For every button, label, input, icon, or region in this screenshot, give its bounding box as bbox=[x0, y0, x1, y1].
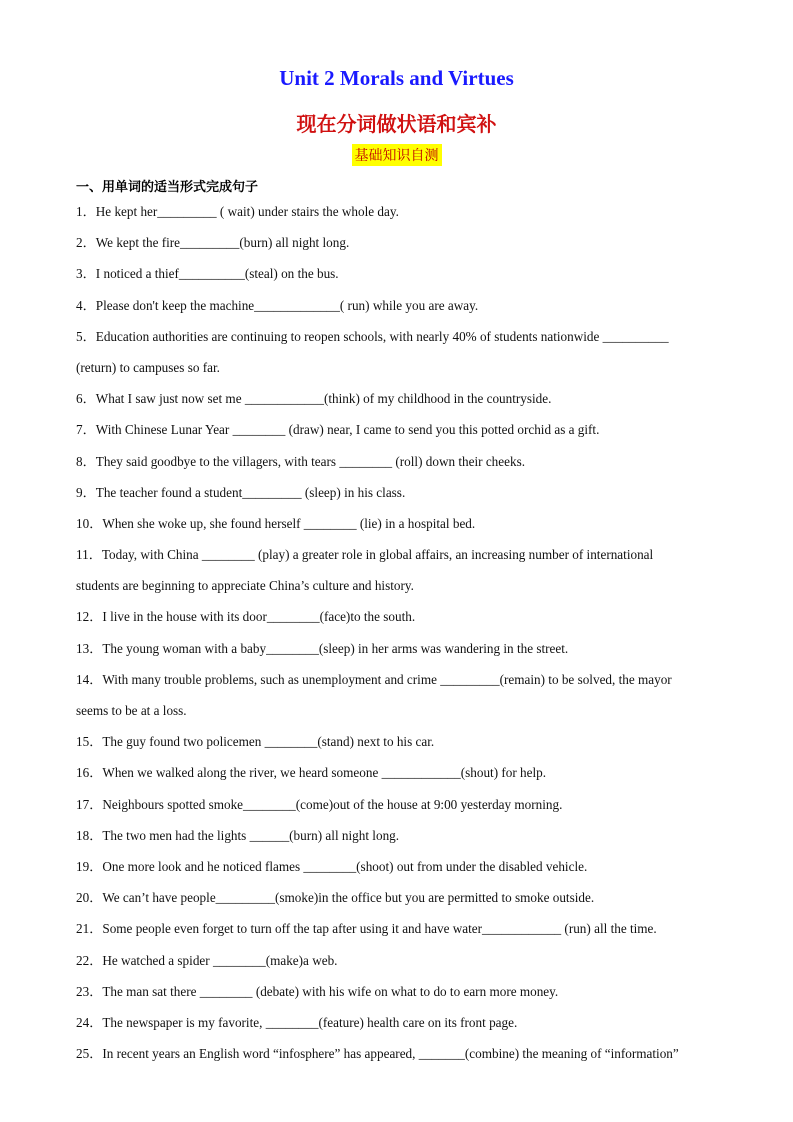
exercise-line: 13．The young woman with a baby________(sleep) in her arms was wandering in the street. bbox=[76, 640, 569, 656]
exercise-line: 16．When we walked along the river, we heard someone ____________(shout) for help. bbox=[76, 765, 547, 781]
section-heading: 一、用单词的适当形式完成句子 bbox=[76, 180, 259, 195]
exercise-line: 7．With Chinese Lunar Year ________ (draw) near, I came to send you this potted orchid as a gift. bbox=[76, 422, 600, 438]
badge-wrapper bbox=[0, 144, 793, 166]
exercise-list bbox=[76, 202, 726, 1075]
exercise-line: 5．Education authorities are continuing to reopen schools, with nearly 40% of students nationwide __________ bbox=[76, 328, 669, 344]
exercise-line: 6．What I saw just now set me ____________(think) of my childhood in the countryside. bbox=[76, 391, 552, 407]
exercise-line: 3．I noticed a thief__________(steal) on the bus. bbox=[76, 266, 339, 282]
exercise-line: 23．The man sat there ________ (debate) with his wife on what to do to earn more money. bbox=[76, 983, 559, 999]
exercise-line: 17．Neighbours spotted smoke________(come)out of the house at 9:00 yesterday morning. bbox=[76, 796, 563, 812]
section-badge: 基础知识自测 bbox=[352, 144, 442, 166]
exercise-line: seems to be at a loss. bbox=[76, 703, 187, 718]
exercise-line: 9．The teacher found a student_________ (sleep) in his class. bbox=[76, 484, 406, 500]
exercise-line: 20．We can’t have people_________(smoke)in the office but you are permitted to smoke outside. bbox=[76, 890, 595, 906]
exercise-line: 14．With many trouble problems, such as unemployment and crime _________(remain) to be solved, the mayor bbox=[76, 671, 672, 687]
page-subtitle: 现在分词做状语和宾补 bbox=[296, 112, 497, 136]
exercise-line: 4．Please don't keep the machine_____________( run) while you are away. bbox=[76, 297, 479, 313]
exercise-line: 2．We kept the fire_________(burn) all night long. bbox=[76, 235, 350, 251]
exercise-line: 25．In recent years an English word “infosphere” has appeared, _______(combine) the meaning of “information” bbox=[76, 1046, 679, 1062]
exercise-line: 15．The guy found two policemen ________(stand) next to his car. bbox=[76, 734, 435, 750]
exercise-line: 12．I live in the house with its door________(face)to the south. bbox=[76, 609, 416, 625]
exercise-line: 1．He kept her_________ ( wait) under stairs the whole day. bbox=[76, 204, 399, 219]
page-title: Unit 2 Morals and Virtues bbox=[279, 66, 514, 90]
exercise-line: 19．One more look and he noticed flames ________(shoot) out from under the disabled vehicle. bbox=[76, 858, 588, 874]
exercise-line: 22．He watched a spider ________(make)a web. bbox=[76, 952, 338, 968]
exercise-line: (return) to campuses so far. bbox=[76, 359, 220, 375]
exercise-line: 11．Today, with China ________ (play) a greater role in global affairs, an increasing number of international bbox=[76, 547, 654, 563]
exercise-line: 8．They said goodbye to the villagers, with tears ________ (roll) down their cheeks. bbox=[76, 453, 526, 469]
exercise-line: 18．The two men had the lights ______(burn) all night long. bbox=[76, 827, 400, 843]
exercise-line: 21．Some people even forget to turn off the tap after using it and have water____________ (run) all the time. bbox=[76, 921, 657, 937]
exercise-line: 10．When she woke up, she found herself ________ (lie) in a hospital bed. bbox=[76, 515, 476, 531]
exercise-line: students are beginning to appreciate China’s culture and history. bbox=[76, 578, 414, 594]
exercise-line: 24．The newspaper is my favorite, ________(feature) health care on its front page. bbox=[76, 1014, 518, 1030]
